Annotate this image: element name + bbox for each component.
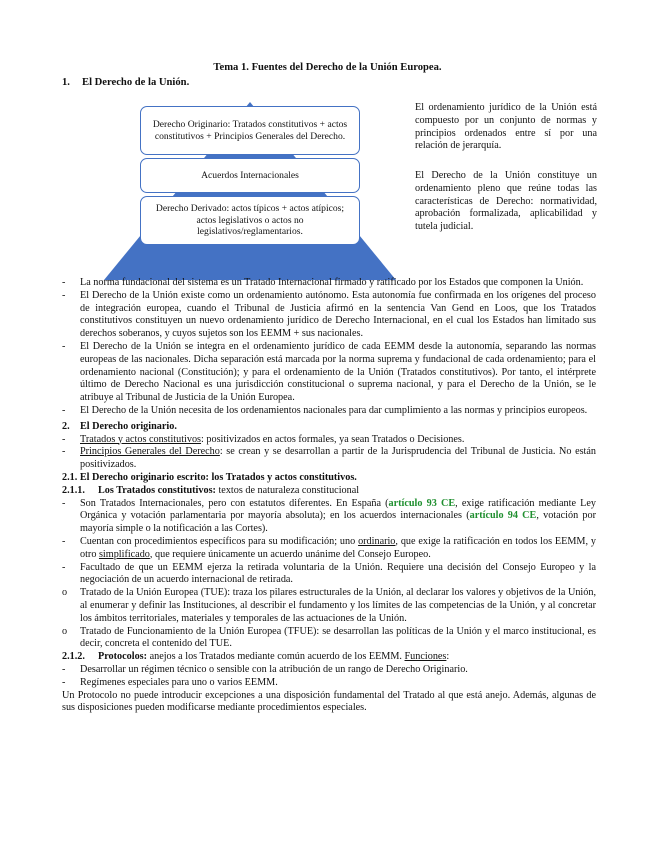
list-item: - La norma fundacional del sistema es un Tratado Internacional firmado y ratificado por los Estados que componen la Unión. bbox=[62, 277, 584, 288]
list-item: - El Derecho de la Unión necesita de los ordenamientos nacionales para dar cumplimiento a las normas y principios europeos. bbox=[62, 404, 588, 416]
closing-paragraph: Un Protocolo no puede introducir excepciones a una disposición fundamental del Tratado al que está anejo. Además, algunas de sus disposiciones pueden modificarse mediante procedimientos especiales. bbox=[62, 689, 596, 714]
list-item: - Tratados y actos constitutivos: positivizados en actos formales, ya sean Tratados o Decisiones. bbox=[62, 433, 465, 445]
list-item: - Regímenes especiales para uno o varios EEMM. bbox=[62, 676, 278, 688]
side-paragraph-2: El Derecho de la Unión constituye un ordenamiento pleno que reúne todas las características de Derecho: normatividad, aprobación formalizada, aplicabilidad y tutela judicial. bbox=[415, 170, 597, 233]
section-2-1-heading: 2.1. El Derecho originario escrito: los Tratados y actos constitutivos. bbox=[62, 471, 357, 483]
section-2-heading: 2. El Derecho originario. bbox=[62, 420, 177, 432]
list-item: - Facultado de que un EEMM ejerza la retirada voluntaria de la Unión. Requiere una decisión del Consejo Europeo y la negociación de un acuerdo internacional de retirada. bbox=[62, 561, 596, 586]
list-item: - Desarrollar un régimen técnico o sensible con la atribución de un rango de Derecho Originario. bbox=[62, 663, 468, 675]
pyramid-middle-box: Acuerdos Internacionales bbox=[140, 158, 360, 193]
list-item: - Cuentan con procedimientos específicos para su modificación; uno ordinario, que exige la ratificación en todos los EEMM, y otro simplificado, que requiere únicamente un acuerdo unánime del Consejo Europeo. bbox=[62, 535, 596, 560]
section-2-1-2-heading: 2.1.2. Protocolos: anejos a los Tratados mediante común acuerdo de los EEMM. Funciones: bbox=[62, 651, 450, 663]
list-item: - Principios Generales del Derecho: se crean y se desarrollan a partir de la Jurisprudencia del Tribunal de Justicia. No están positivizados. bbox=[62, 446, 597, 471]
list-item: o Tratado de la Unión Europea (TUE): traza los pilares estructurales de la Unión, al declarar los valores y objetivos de la Unión, al enumerar y definir las Instituciones, al describir el fundamento y los límites de las competencias de la Unión, y al concretar los ámbitos territoriales, materiales y temporales de las actuaciones de la Unión. bbox=[62, 587, 596, 624]
document-title: Tema 1. Fuentes del Derecho de la Unión Europea. bbox=[213, 62, 442, 73]
document-body bbox=[62, 277, 596, 715]
hierarchy-pyramid-diagram bbox=[100, 100, 400, 282]
list-item: o Tratado de Funcionamiento de la Unión Europea (TFUE): se desarrollan las políticas de la Unión y el marco institucional, es decir, concreta el contenido del TUE. bbox=[62, 625, 596, 650]
section-1-title: El Derecho de la Unión. bbox=[82, 77, 190, 88]
list-item: - El Derecho de la Unión existe como un ordenamiento autónomo. Esta autonomía fue confirmada en los orígenes del proceso de integración europea, cuando el Tribunal de Justicia afirmó en la sentencia Van Gend en Loos, que los Tratados constitutivos constituyen un nuevo ordenamiento jurídico de Derecho Internacional, en el cual los Estados han limitado sus derechos soberanos, y cuyos sujetos son los EEMM + sus nacionales. bbox=[62, 289, 596, 340]
side-paragraph-1: El ordenamiento jurídico de la Unión está compuesto por un conjunto de normas y principios ordenados entre sí por una relación de jerarquía. bbox=[415, 102, 597, 152]
section-2-1-1-heading: 2.1.1. Los Tratados constitutivos: textos de naturaleza constitucional bbox=[62, 484, 360, 496]
list-item: - Son Tratados Internacionales, pero con estatutos diferentes. En España (artículo 93 CE, exige ratificación mediante Ley Orgánica y votación parlamentaria por mayoría absoluta); en los acuerdos internacionales (artículo 94 CE, votación por mayoría simple o la notificación a las Cortes). bbox=[62, 497, 596, 535]
section-1-number: 1. bbox=[62, 77, 70, 88]
section-1-heading bbox=[62, 77, 189, 88]
list-item: - El Derecho de la Unión se integra en el ordenamiento jurídico de cada EEMM desde la autonomía, separando las normas europeas de las nacionales. Dicha separación está marcada por la norma suprema y fundacional de cada ordenamiento; para el ordenamiento nacional (Constitución); y para el ordenamiento de la Unión (Tratados constitutivos). Por tanto, el intérprete último de Derecho Nacional es una jurisdicción constitucional o suprema nacional, y para el Derecho de la Unión, se le atribuye al Tribunal de Justicia de la Unión Europea. bbox=[62, 340, 596, 404]
pyramid-top-box: Derecho Originario: Tratados constitutivos + actos constitutivos + Principios Generales del Derecho. bbox=[140, 106, 360, 155]
pyramid-bottom-box: Derecho Derivado: actos típicos + actos atípicos; actos legislativos o actos no legislativos/reglamentarios. bbox=[140, 196, 360, 245]
